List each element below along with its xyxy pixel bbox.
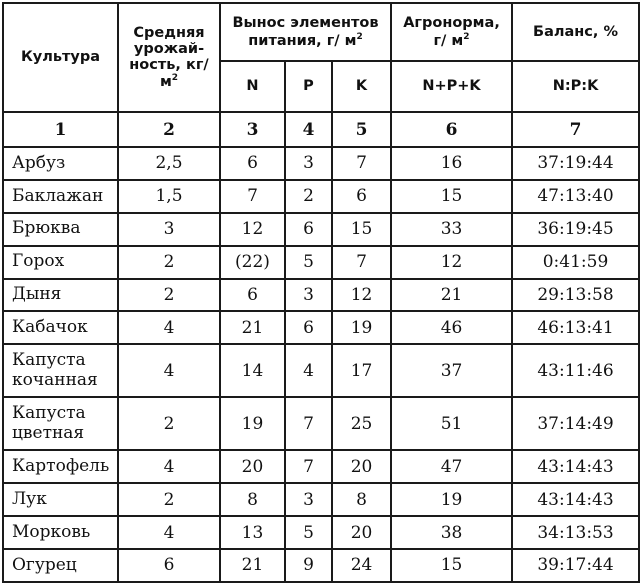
table-row — [3, 246, 639, 279]
balance-cell: 29:13:58 — [512, 279, 639, 312]
balance-cell: 37:19:44 — [512, 147, 639, 180]
p-cell: 4 — [285, 344, 332, 397]
k-cell: 17 — [332, 344, 391, 397]
col-number: 3 — [220, 112, 285, 147]
norm-cell: 46 — [391, 311, 512, 344]
crop-name: Картофель — [3, 450, 118, 483]
yield-cell: 4 — [118, 344, 220, 397]
table-row — [3, 483, 639, 516]
crop-name: Лук — [3, 483, 118, 516]
k-cell: 20 — [332, 516, 391, 549]
header-n: N — [220, 61, 285, 112]
norm-cell: 12 — [391, 246, 512, 279]
col-number: 4 — [285, 112, 332, 147]
n-cell: 6 — [220, 279, 285, 312]
crop-name: Брюква — [3, 213, 118, 246]
yield-cell: 2 — [118, 483, 220, 516]
p-cell: 5 — [285, 246, 332, 279]
header-k: K — [332, 61, 391, 112]
balance-cell: 47:13:40 — [512, 180, 639, 213]
table-row — [3, 213, 639, 246]
n-cell: 20 — [220, 450, 285, 483]
balance-cell: 43:11:46 — [512, 344, 639, 397]
col-number: 6 — [391, 112, 512, 147]
p-cell: 7 — [285, 450, 332, 483]
balance-cell: 46:13:41 — [512, 311, 639, 344]
k-cell: 25 — [332, 397, 391, 450]
table-row — [3, 180, 639, 213]
header-npk: N+P+K — [391, 61, 512, 112]
header-ratio: N:P:K — [512, 61, 639, 112]
header-norm: Агронорма, г/ $м^2$ — [391, 3, 512, 61]
balance-cell: 36:19:45 — [512, 213, 639, 246]
norm-cell: 47 — [391, 450, 512, 483]
crop-name: Кабачок — [3, 311, 118, 344]
p-cell: 9 — [285, 549, 332, 582]
yield-cell: 2 — [118, 397, 220, 450]
norm-cell: 51 — [391, 397, 512, 450]
yield-cell: 4 — [118, 450, 220, 483]
yield-cell: 6 — [118, 549, 220, 582]
yield-cell: 2 — [118, 279, 220, 312]
crop-name: Дыня — [3, 279, 118, 312]
col-number: 1 — [3, 112, 118, 147]
crop-name: Капуста кочанная — [3, 344, 118, 397]
table-row — [3, 549, 639, 582]
header-p: P — [285, 61, 332, 112]
crop-name: Арбуз — [3, 147, 118, 180]
norm-cell: 19 — [391, 483, 512, 516]
norm-cell: 15 — [391, 180, 512, 213]
col-number: 5 — [332, 112, 391, 147]
balance-cell: 43:14:43 — [512, 483, 639, 516]
crop-name: Морковь — [3, 516, 118, 549]
k-cell: 8 — [332, 483, 391, 516]
balance-cell: 0:41:59 — [512, 246, 639, 279]
balance-cell: 34:13:53 — [512, 516, 639, 549]
p-cell: 2 — [285, 180, 332, 213]
k-cell: 20 — [332, 450, 391, 483]
n-cell: 19 — [220, 397, 285, 450]
yield-cell: 4 — [118, 311, 220, 344]
k-cell: 6 — [332, 180, 391, 213]
header-balance: Баланс, % — [512, 3, 639, 61]
n-cell: 7 — [220, 180, 285, 213]
norm-cell: 38 — [391, 516, 512, 549]
p-cell: 5 — [285, 516, 332, 549]
col-number: 2 — [118, 112, 220, 147]
norm-cell: 33 — [391, 213, 512, 246]
k-cell: 24 — [332, 549, 391, 582]
p-cell: 3 — [285, 483, 332, 516]
crop-name: Баклажан — [3, 180, 118, 213]
n-cell: 14 — [220, 344, 285, 397]
k-cell: 7 — [332, 147, 391, 180]
yield-cell: 2 — [118, 246, 220, 279]
yield-cell: 1,5 — [118, 180, 220, 213]
balance-cell: 39:17:44 — [512, 549, 639, 582]
n-cell: 13 — [220, 516, 285, 549]
k-cell: 15 — [332, 213, 391, 246]
p-cell: 6 — [285, 311, 332, 344]
n-cell: 8 — [220, 483, 285, 516]
k-cell: 7 — [332, 246, 391, 279]
n-cell: 21 — [220, 549, 285, 582]
norm-cell: 21 — [391, 279, 512, 312]
col-number: 7 — [512, 112, 639, 147]
table-row — [3, 147, 639, 180]
n-cell: 21 — [220, 311, 285, 344]
header-culture: Культура — [3, 3, 118, 112]
n-cell: 12 — [220, 213, 285, 246]
table-row — [3, 344, 639, 397]
header-removal: Вынос элементов питания, г/ $м^2$ — [220, 3, 391, 61]
k-cell: 12 — [332, 279, 391, 312]
norm-cell: 15 — [391, 549, 512, 582]
crop-name: Огурец — [3, 549, 118, 582]
crop-name: Капуста цветная — [3, 397, 118, 450]
table-row — [3, 397, 639, 450]
table-row — [3, 279, 639, 312]
balance-cell: 43:14:43 — [512, 450, 639, 483]
p-cell: 3 — [285, 147, 332, 180]
norm-cell: 16 — [391, 147, 512, 180]
norm-cell: 37 — [391, 344, 512, 397]
yield-cell: 3 — [118, 213, 220, 246]
crop-nutrient-table — [2, 2, 640, 583]
header-yield: Средняя урожай-ность, $кг/м^2$ — [118, 3, 220, 112]
crop-name: Горох — [3, 246, 118, 279]
table-row — [3, 516, 639, 549]
n-cell: 6 — [220, 147, 285, 180]
table-row — [3, 311, 639, 344]
yield-cell: 4 — [118, 516, 220, 549]
k-cell: 19 — [332, 311, 391, 344]
table-row — [3, 450, 639, 483]
balance-cell: 37:14:49 — [512, 397, 639, 450]
p-cell: 3 — [285, 279, 332, 312]
p-cell: 6 — [285, 213, 332, 246]
yield-cell: 2,5 — [118, 147, 220, 180]
n-cell: (22) — [220, 246, 285, 279]
p-cell: 7 — [285, 397, 332, 450]
